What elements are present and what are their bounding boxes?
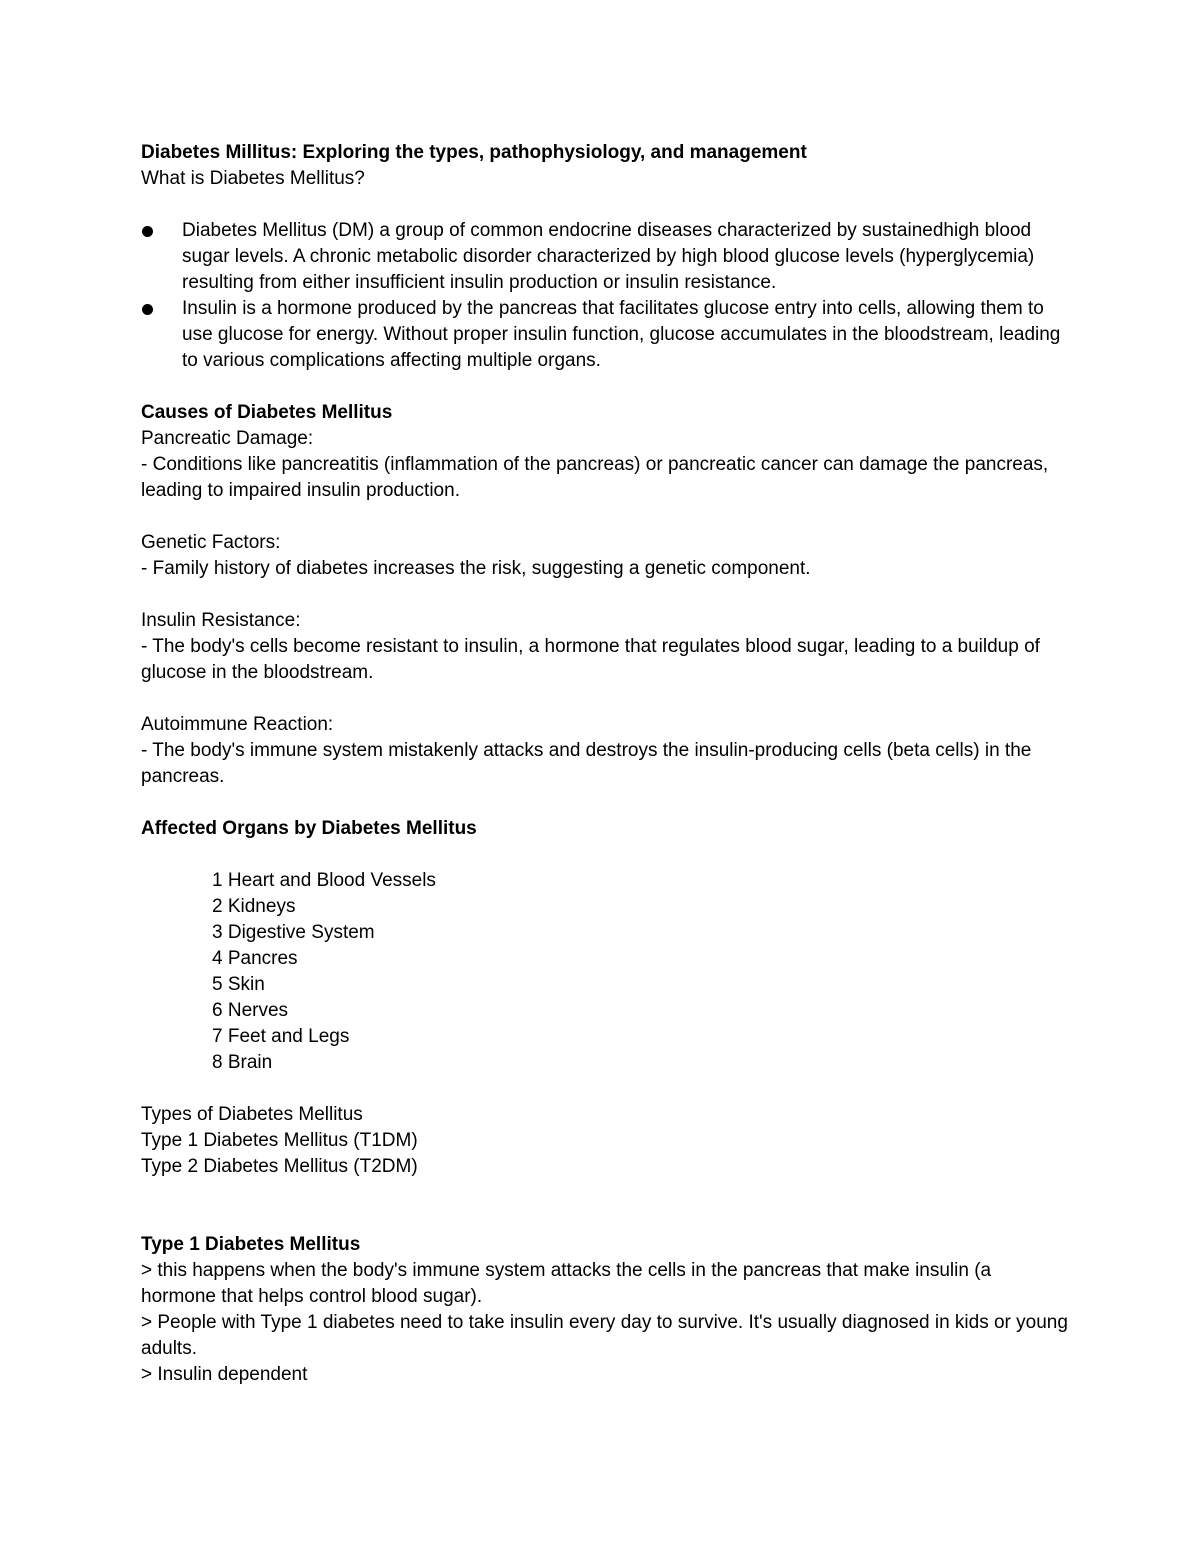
organ-item: 4 Pancres — [212, 948, 298, 969]
cause-label: Pancreatic Damage: — [141, 428, 314, 449]
type1-point: > this happens when the body's immune system attacks the cells in the pancreas that make insulin (a hormone that helps control blood sugar). — [141, 1260, 992, 1307]
organ-item: 2 Kidneys — [212, 896, 296, 917]
cause-label: Autoimmune Reaction: — [141, 714, 334, 735]
organ-item: 1 Heart and Blood Vessels — [212, 870, 436, 891]
cause-text: - Conditions like pancreatitis (inflammation of the pancreas) or pancreatic cancer can damage the pancreas, leading to impaired insulin production. — [141, 454, 1049, 501]
cause-text: - The body's cells become resistant to insulin, a hormone that regulates blood sugar, leading to a buildup of glucose in the bloodstream. — [141, 636, 1040, 683]
organ-item: 5 Skin — [212, 974, 265, 995]
organ-item: 8 Brain — [212, 1052, 273, 1073]
bullet-item — [141, 218, 1071, 296]
spacer — [141, 192, 1071, 218]
spacer — [141, 504, 1071, 530]
spacer — [141, 1180, 1071, 1232]
causes-heading: Causes of Diabetes Mellitus — [141, 402, 393, 423]
organ-item: 6 Nerves — [212, 1000, 289, 1021]
organ-item: 3 Digestive System — [212, 922, 375, 943]
cause-label: Insulin Resistance: — [141, 610, 301, 631]
spacer — [141, 790, 1071, 816]
spacer — [141, 582, 1071, 608]
bullet-text: Diabetes Mellitus (DM) a group of common endocrine diseases characterized by sustainedhigh blood sugar levels. A chronic metabolic disorder characterized by high blood glucose levels (hyperglycemia) resulting from either insufficient insulin production or insulin resistance. — [182, 220, 1035, 293]
bullet-dot-icon — [142, 226, 153, 237]
document-title: Diabetes Millitus: Exploring the types, pathophysiology, and management — [141, 142, 807, 163]
bullet-text: Insulin is a hormone produced by the pancreas that facilitates glucose entry into cells, allowing them to use glucose for energy. Without proper insulin function, glucose accumulates in the bloodstream, leading to various complications affecting multiple organs. — [182, 298, 1061, 371]
cause-text: - The body's immune system mistakenly attacks and destroys the insulin-producing cells (beta cells) in the pancreas. — [141, 740, 1032, 787]
cause-text: - Family history of diabetes increases the risk, suggesting a genetic component. — [141, 558, 811, 579]
type1-point: > Insulin dependent — [141, 1364, 308, 1385]
type1-heading: Type 1 Diabetes Mellitus — [141, 1234, 361, 1255]
type1-label: Type 1 Diabetes Mellitus (T1DM) — [141, 1130, 418, 1151]
type1-point: > People with Type 1 diabetes need to take insulin every day to survive. It's usually diagnosed in kids or young adults. — [141, 1312, 1068, 1359]
cause-label: Genetic Factors: — [141, 532, 281, 553]
organs-heading: Affected Organs by Diabetes Mellitus — [141, 818, 477, 839]
organs-list — [141, 868, 1071, 1076]
intro-bullet-list — [141, 218, 1071, 374]
bullet-item — [141, 296, 1071, 374]
spacer — [141, 374, 1071, 400]
bullet-dot-icon — [142, 304, 153, 315]
organ-item: 7 Feet and Legs — [212, 1026, 350, 1047]
spacer — [141, 842, 1071, 868]
spacer — [141, 1076, 1071, 1102]
document-page — [141, 140, 1071, 1388]
types-heading: Types of Diabetes Mellitus — [141, 1104, 363, 1125]
type2-label: Type 2 Diabetes Mellitus (T2DM) — [141, 1156, 418, 1177]
spacer — [141, 686, 1071, 712]
intro-question: What is Diabetes Mellitus? — [141, 168, 365, 189]
